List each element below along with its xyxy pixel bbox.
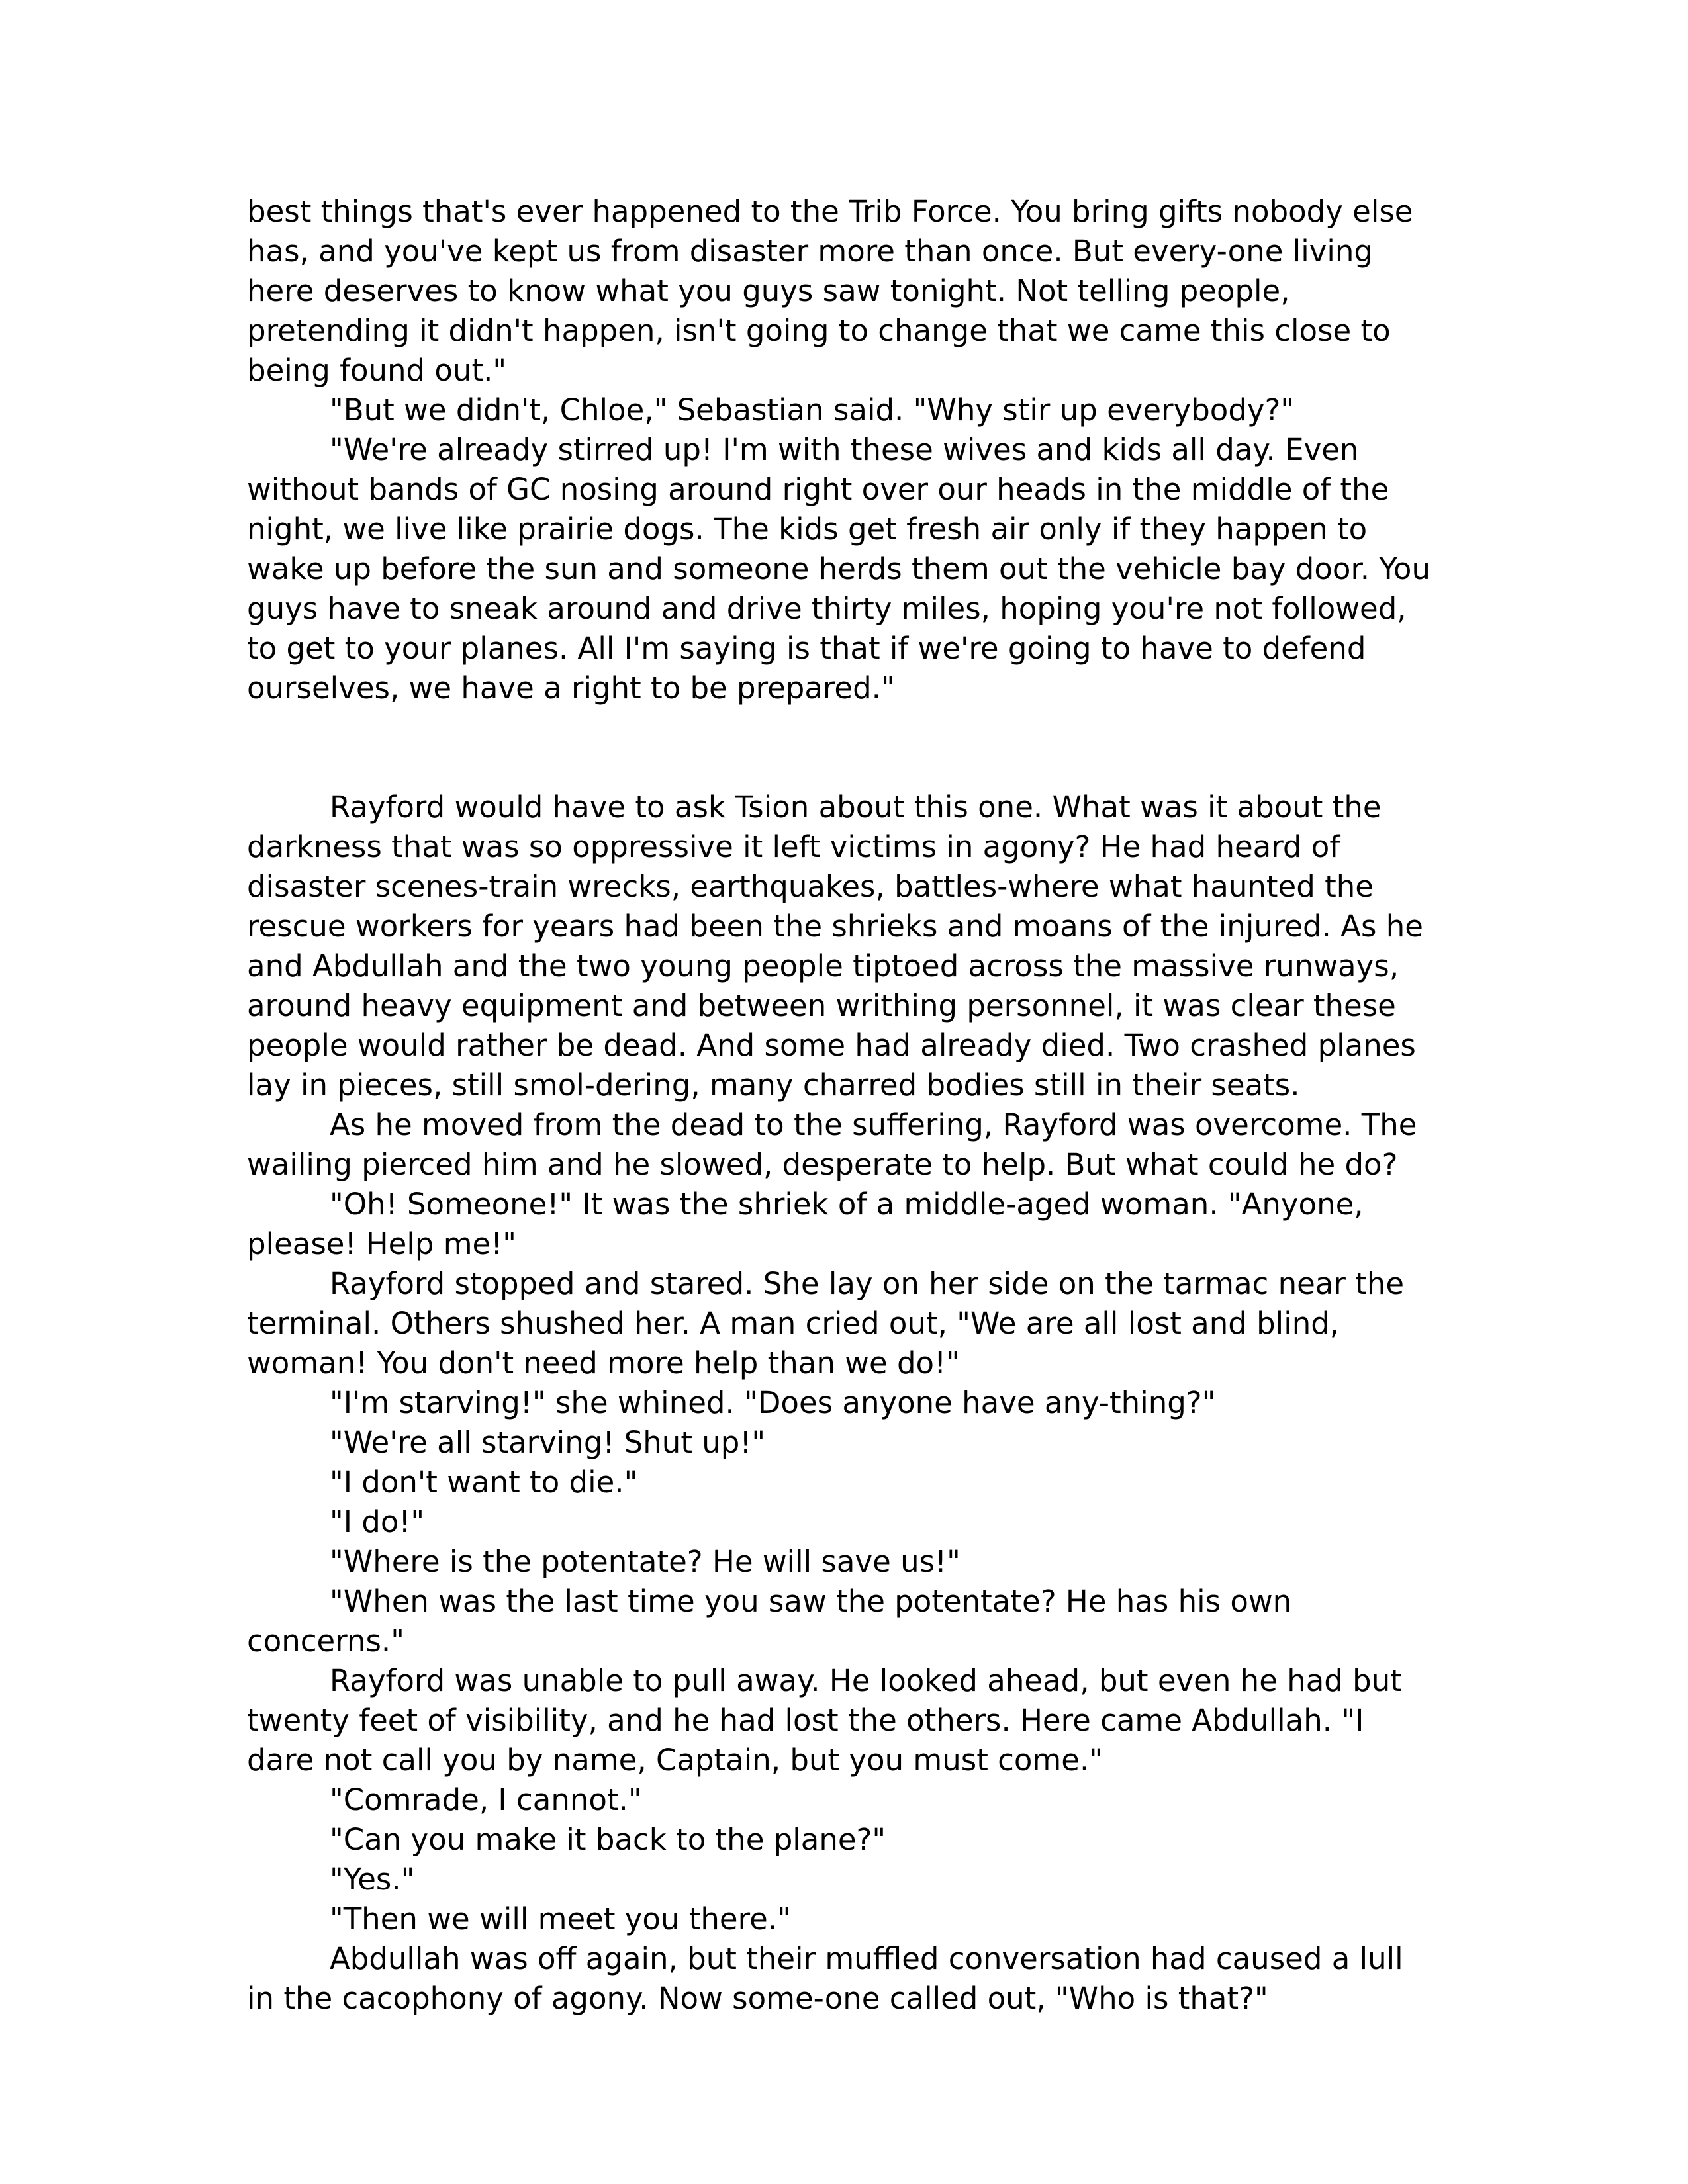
paragraph: "I do!" — [330, 1504, 425, 1539]
paragraph: "We're all starving! Shut up!" — [330, 1425, 766, 1460]
paragraph: "But we didn't, Chloe," Sebastian said. "Why stir up everybody?" — [330, 392, 1295, 428]
paragraph: "Comrade, I cannot." — [330, 1782, 642, 1817]
document-page — [247, 192, 1438, 2019]
section-break — [247, 708, 1438, 788]
paragraph: "I don't want to die." — [330, 1465, 638, 1500]
section-1 — [247, 192, 1438, 708]
paragraph: best things that's ever happened to the Trib Force. You bring gifts nobody else has, and you've kept us from disaster more than once. But every-one living here deserves to know what you guys saw tonight. Not telling people, pretending it didn't happen, isn't going to change that we came this close to being found out." — [247, 194, 1423, 388]
paragraph: Rayford stopped and stared. She lay on her side on the tarmac near the terminal. Others shushed her. A man cried out, "We are all lost and blind, woman! You don't need more help than we do!" — [247, 1266, 1414, 1381]
paragraph: Abdullah was off again, but their muffled conversation had caused a lull in the cacophony of agony. Now some-one called out, "Who is that?" — [247, 1941, 1413, 2016]
paragraph: Rayford would have to ask Tsion about this one. What was it about the darkness that was so oppressive it left victims in agony? He had heard of disaster scenes-train wrecks, earthquakes, battles-where what haunted the rescue workers for years had been the shrieks and moans of the injured. As he and Abdullah and the two young people tiptoed across the massive runways, around heavy equipment and between writhing personnel, it was clear these people would rather be dead. And some had already died. Two crashed planes lay in pieces, still smol-dering, many charred bodies still in their seats. — [247, 790, 1433, 1103]
paragraph: "We're already stirred up! I'm with these wives and kids all day. Even without bands of GC nosing around right over our heads in the middle of the night, we live like prairie dogs. The kids get fresh air only if they happen to wake up before the sun and someone herds them out the vehicle bay door. You guys have to sneak around and drive thirty miles, hoping you're not followed, to get to your planes. All I'm saying is that if we're going to have to defend ourselves, we have a right to be prepared." — [247, 432, 1440, 705]
paragraph: "Yes." — [330, 1862, 415, 1897]
paragraph: As he moved from the dead to the suffering, Rayford was overcome. The wailing pierced him and he slowed, desperate to help. But what could he do? — [247, 1107, 1427, 1182]
paragraph: "Oh! Someone!" It was the shriek of a middle-aged woman. "Anyone, please! Help me!" — [247, 1187, 1373, 1261]
paragraph: "When was the last time you saw the potentate? He has his own concerns." — [247, 1584, 1301, 1659]
paragraph: "Then we will meet you there." — [330, 1901, 791, 1936]
paragraph: "I'm starving!" she whined. "Does anyone have any-thing?" — [330, 1385, 1216, 1420]
section-2 — [247, 788, 1438, 2019]
paragraph: "Can you make it back to the plane?" — [330, 1822, 886, 1857]
paragraph: "Where is the potentate? He will save us!" — [330, 1544, 961, 1579]
paragraph: Rayford was unable to pull away. He looked ahead, but even he had but twenty feet of visibility, and he had lost the others. Here came Abdullah. "I dare not call you by name, Captain, but you must come." — [247, 1663, 1412, 1778]
